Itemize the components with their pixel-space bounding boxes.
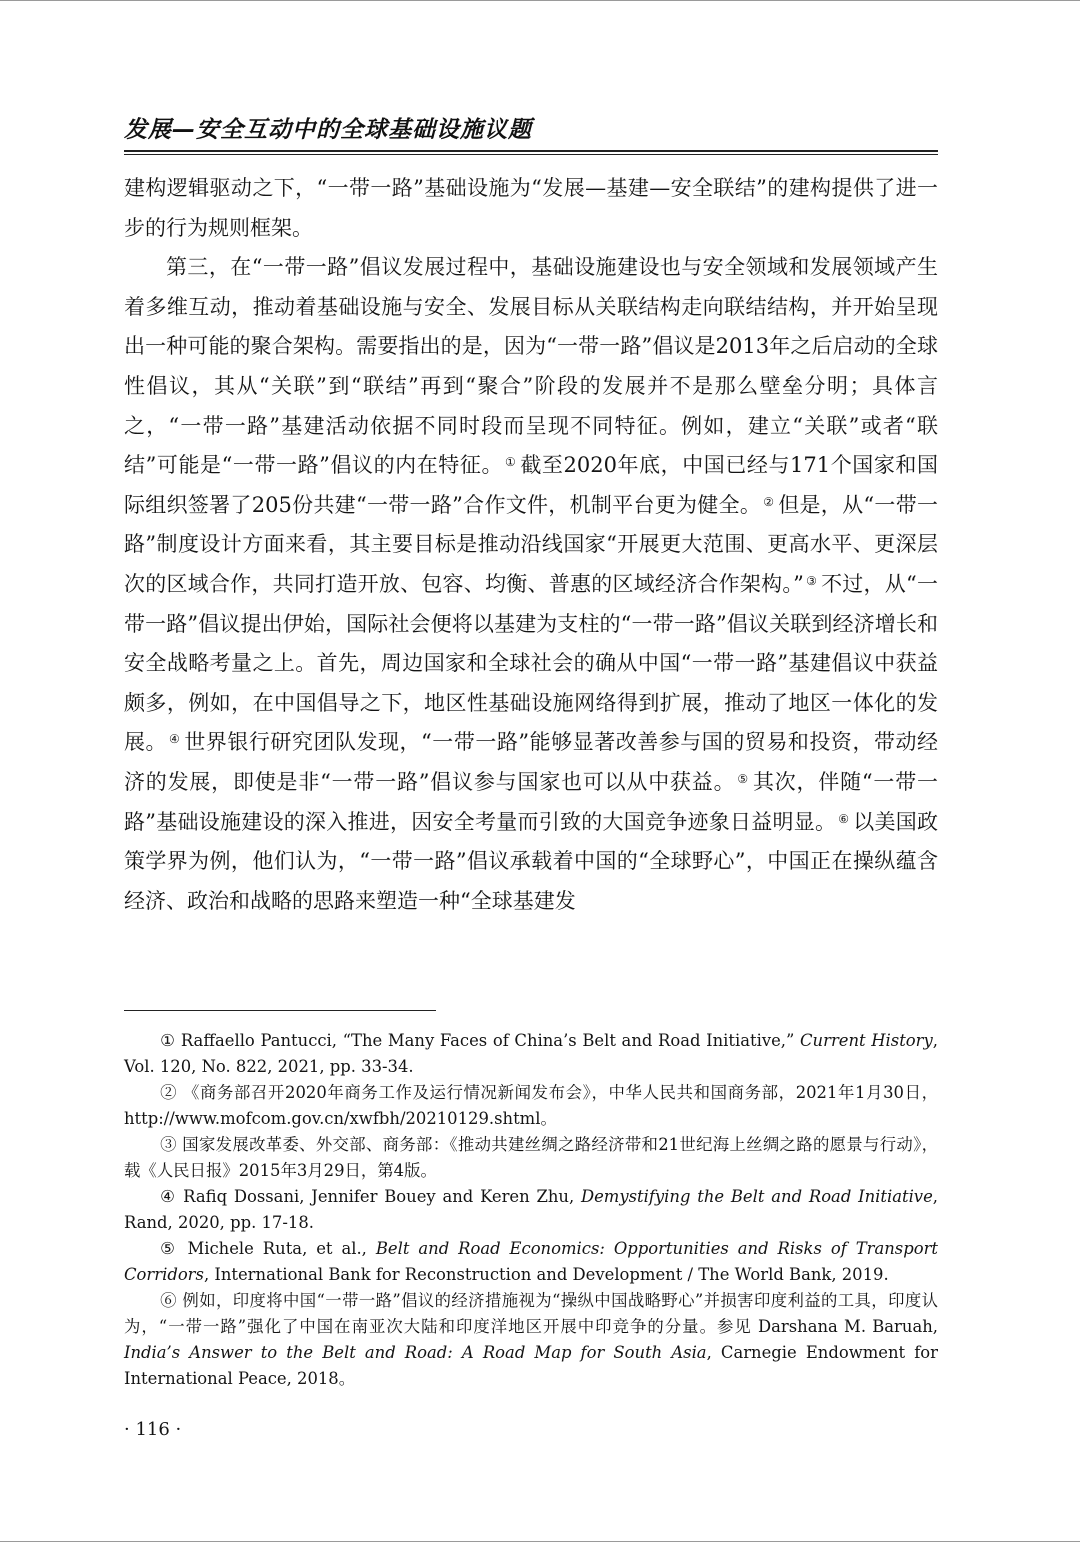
footnote-marker-5[interactable]: ⑤ — [737, 771, 749, 786]
paragraph-2-part-c: 但是，从“一带一路”制度设计方面来看，其主要目标是推动沿线国家“开展更大范围、更高水平、更深层次的区域合作，共同打造开放、包容、均衡、普惠的区域经济合作架构。” — [124, 492, 938, 596]
footnote-text-end: , Vol. 120, No. 822, 2021, pp. 33-34. — [124, 1031, 938, 1076]
footnote-text: 例如，印度将中国“一带一路”倡议的经济措施视为“操纵中国战略野心”并损害印度利益的工具，印度认为，“一带一路”强化了中国在南亚次大陆和印度洋地区开展中印竞争的分量。参见 Darshana M. Baruah, — [124, 1291, 938, 1336]
footnote-marker-3[interactable]: ③ — [805, 573, 818, 588]
footnote-1 — [124, 1028, 938, 1080]
paragraph-2-part-a: 第三，在“一带一路”倡议发展过程中，基础设施建设也与安全领域和发展领域产生着多维互动，推动着基础设施与安全、发展目标从关联结构走向联结结构，并开始呈现出一种可能的聚合架构。需要指出的是，因为“一带一路”倡议是2013年之后启动的全球性倡议，其从“关联”到“联结”再到“聚合”阶段的发展并不是那么壁垒分明；具体言之，“一带一路”基建活动依据不同时段而呈现不同特征。例如，建立“关联”或者“联结”可能是“一带一路”倡议的内在特征。 — [124, 255, 938, 478]
footnote-separator — [124, 1010, 436, 1011]
footnote-text: 《商务部召开2020年商务工作及运行情况新闻发布会》，中华人民共和国商务部，2021年1月30日，http://www.mofcom.gov.cn/xwfbh/20210129.shtml。 — [124, 1083, 939, 1128]
footnote-mark: ① — [160, 1031, 176, 1050]
footnotes — [124, 1028, 938, 1392]
main-text — [124, 169, 938, 921]
footnote-italic-title: Belt and Road Economics: Opportunities and Risks of Transport Corridors — [124, 1239, 938, 1284]
footnote-mark: ④ — [160, 1187, 177, 1206]
page-number: · 116 · — [124, 1419, 182, 1440]
paragraph-2-part-f: 其次，伴随“一带一路”基础设施建设的深入推进，因安全考量而引致的大国竞争迹象日益明显。 — [124, 769, 938, 834]
running-header-title: 发展—安全互动中的全球基础设施议题 — [124, 117, 532, 143]
paragraph-2-part-d: 不过，从“一带一路”倡议提出伊始，国际社会便将以基建为支柱的“一带一路”倡议关联到经济增长和安全战略考量之上。首先，周边国家和全球社会的确从中国“一带一路”基建倡议中获益颇多，例如，在中国倡导之下，地区性基础设施网络得到扩展，推动了地区一体化的发展。 — [124, 571, 938, 755]
footnote-mark: ⑥ — [160, 1291, 177, 1310]
footnote-italic-title: Demystifying the Belt and Road Initiative — [580, 1187, 933, 1206]
footnote-text: Rafiq Dossani, Jennifer Bouey and Keren Zhu, — [176, 1187, 581, 1206]
footnote-5 — [124, 1236, 938, 1288]
footnote-6 — [124, 1288, 938, 1392]
footnote-mark: ② — [160, 1083, 178, 1102]
footnote-mark: ③ — [160, 1135, 177, 1154]
footnote-4 — [124, 1184, 938, 1236]
footnote-italic-title: India’s Answer to the Belt and Road: A Road Map for South Asia — [124, 1343, 707, 1362]
footnote-marker-1[interactable]: ① — [505, 455, 517, 470]
header-rule — [124, 150, 938, 155]
footnote-text: 国家发展改革委、外交部、商务部：《推动共建丝绸之路经济带和21世纪海上丝绸之路的愿景与行动》，载《人民日报》2015年3月29日，第4版。 — [124, 1135, 939, 1180]
footnote-text: Raffaello Pantucci, “The Many Faces of China’s Belt and Road Initiative,” — [175, 1031, 801, 1050]
footnote-2 — [124, 1080, 938, 1132]
footnote-marker-6[interactable]: ⑥ — [838, 811, 850, 826]
footnote-text: Michele Ruta, et al., — [178, 1239, 376, 1258]
footnote-3 — [124, 1132, 938, 1184]
footnote-marker-4[interactable]: ④ — [169, 732, 181, 747]
paragraph-2-part-b: 截至2020年底，中国已经与171个国家和国际组织签署了205份共建“一带一路”合作文件，机制平台更为健全。 — [124, 453, 938, 517]
footnote-text-end: , Rand, 2020, pp. 17-18. — [124, 1187, 938, 1232]
footnote-marker-2[interactable]: ② — [763, 494, 775, 509]
footnote-italic-title: Current History — [800, 1031, 933, 1050]
footnote-text-end: , Carnegie Endowment for International Peace, 2018。 — [124, 1343, 939, 1388]
footnote-text-end: , International Bank for Reconstruction and Development / The World Bank, 2019. — [203, 1265, 889, 1284]
paragraph-1: 建构逻辑驱动之下，“一带一路”基础设施为“发展—基建—安全联结”的建构提供了进一步的行为规则框架。 — [124, 176, 938, 240]
paragraph-2 — [124, 248, 938, 921]
footnote-mark: ⑤ — [160, 1239, 179, 1258]
paragraph-2-part-g: 以美国政策学界为例，他们认为，“一带一路”倡议承载着中国的“全球野心”，中国正在操纵蕴含经济、政治和战略的思路来塑造一种“全球基建发 — [124, 809, 938, 913]
paragraph-2-part-e: 世界银行研究团队发现，“一带一路”能够显著改善参与国的贸易和投资，带动经济的发展，即使是非“一带一路”倡议参与国家也可以从中获益。 — [124, 730, 939, 794]
